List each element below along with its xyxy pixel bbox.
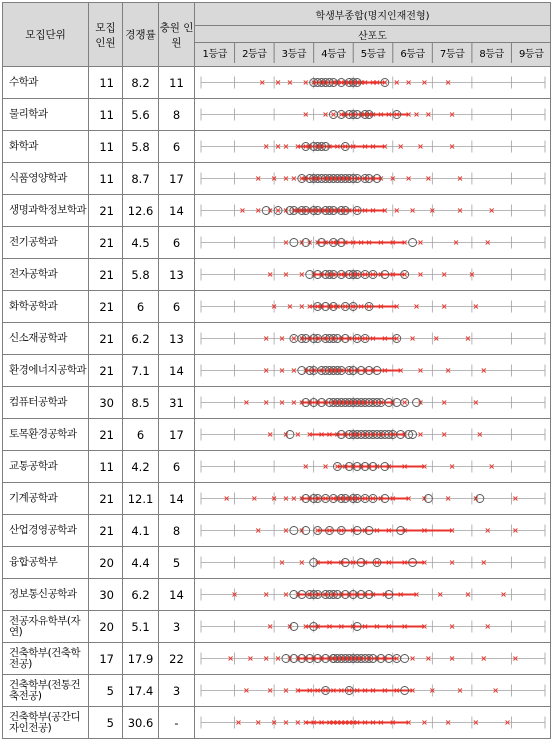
scatter-cell: [195, 195, 551, 227]
table-row: [3, 643, 551, 675]
table-row: [3, 163, 551, 195]
enrolled-cell: 14: [159, 579, 195, 611]
scatter-plot: [195, 99, 551, 130]
dept-name: 전공자유학부(자연): [3, 611, 89, 643]
scatter-cell: [195, 419, 551, 451]
dept-name: 토목환경공학과: [3, 419, 89, 451]
quota-cell: 21: [89, 195, 123, 227]
ratio-cell: 4.1: [123, 515, 159, 547]
grade-label: 2등급: [242, 49, 267, 60]
grade-header-row: [195, 43, 551, 67]
ratio-cell: 4.4: [123, 547, 159, 579]
table-row: [3, 259, 551, 291]
dept-name: 생명과학정보학과: [3, 195, 89, 227]
quota-cell: 21: [89, 323, 123, 355]
quota-cell: 11: [89, 451, 123, 483]
grade-label: 6등급: [400, 49, 425, 60]
quota-cell: 21: [89, 259, 123, 291]
scatter-cell: [195, 707, 551, 739]
scatter-cell: [195, 323, 551, 355]
enrolled-cell: 5: [159, 547, 195, 579]
enrolled-cell: 6: [159, 227, 195, 259]
scatter-cell: [195, 163, 551, 195]
dept-name: 물리학과: [3, 99, 89, 131]
quota-cell: 5: [89, 675, 123, 707]
grade-label: 9등급: [518, 49, 544, 60]
table-title: 학생부종합(명지인재전형): [195, 3, 551, 26]
scatter-plot: [195, 515, 551, 546]
scatter-cell: [195, 547, 551, 579]
scatter-plot: [195, 323, 551, 354]
col-header-quota: 모집 인원: [89, 3, 123, 67]
col-header-unit: 모집단위: [3, 3, 89, 67]
dept-name: 정보통신공학과: [3, 579, 89, 611]
enrolled-cell: 14: [159, 483, 195, 515]
enrolled-cell: 8: [159, 515, 195, 547]
scatter-cell: [195, 611, 551, 643]
scatter-plot: [195, 291, 551, 322]
enrolled-cell: 14: [159, 195, 195, 227]
scatter-cell: [195, 67, 551, 99]
enrolled-cell: 17: [159, 419, 195, 451]
ratio-cell: 12.6: [123, 195, 159, 227]
dept-name: 융합공학부: [3, 547, 89, 579]
ratio-cell: 5.8: [123, 131, 159, 163]
table-row: [3, 99, 551, 131]
ratio-cell: 4.5: [123, 227, 159, 259]
quota-cell: 11: [89, 131, 123, 163]
col-header-ratio: 경쟁률: [123, 3, 159, 67]
enrolled-cell: 11: [159, 67, 195, 99]
scatter-plot: [195, 611, 551, 642]
ratio-cell: 30.6: [123, 707, 159, 739]
table-row: [3, 547, 551, 579]
dept-name: 식품영양학과: [3, 163, 89, 195]
admissions-table: [2, 2, 551, 739]
table-row: [3, 195, 551, 227]
enrolled-cell: 31: [159, 387, 195, 419]
enrolled-cell: 6: [159, 131, 195, 163]
scatter-cell: [195, 355, 551, 387]
enrolled-cell: 14: [159, 355, 195, 387]
quota-cell: 17: [89, 643, 123, 675]
ratio-cell: 17.9: [123, 643, 159, 675]
scatter-plot: [195, 483, 551, 514]
dept-name: 전자공학과: [3, 259, 89, 291]
enrolled-cell: 22: [159, 643, 195, 675]
ratio-cell: 4.2: [123, 451, 159, 483]
enrolled-cell: 13: [159, 323, 195, 355]
table-row: [3, 675, 551, 707]
col-header-enrolled: 충원 인원: [159, 3, 195, 67]
scatter-cell: [195, 131, 551, 163]
scatter-plot: [195, 451, 551, 482]
table-row: [3, 227, 551, 259]
grade-label: 5등급: [360, 49, 386, 60]
table-row: [3, 707, 551, 739]
enrolled-cell: 6: [159, 451, 195, 483]
scatter-cell: [195, 515, 551, 547]
table-row: [3, 611, 551, 643]
quota-cell: 21: [89, 515, 123, 547]
table-row: [3, 483, 551, 515]
ratio-cell: 6: [123, 419, 159, 451]
quota-cell: 21: [89, 227, 123, 259]
dept-name: 컴퓨터공학과: [3, 387, 89, 419]
enrolled-cell: 13: [159, 259, 195, 291]
dept-name: 건축학부(공간디자인전공): [3, 707, 89, 739]
quota-cell: 30: [89, 579, 123, 611]
scatter-cell: [195, 451, 551, 483]
ratio-cell: 7.1: [123, 355, 159, 387]
table-row: [3, 67, 551, 99]
grade-label: 3등급: [281, 49, 307, 60]
quota-cell: 21: [89, 291, 123, 323]
dept-name: 교통공학과: [3, 451, 89, 483]
grade-label: 7등급: [439, 49, 465, 60]
table-row: [3, 387, 551, 419]
dept-name: 환경에너지공학과: [3, 355, 89, 387]
grade-label: 1등급: [202, 49, 228, 60]
scatter-cell: [195, 579, 551, 611]
grade-label: 8등급: [479, 49, 504, 60]
table-row: [3, 451, 551, 483]
dept-name: 건축학부(전통건축전공): [3, 675, 89, 707]
quota-cell: 11: [89, 99, 123, 131]
scatter-header: 산포도: [195, 26, 551, 43]
grade-label: 4등급: [321, 49, 346, 60]
dept-name: 화학과: [3, 131, 89, 163]
dept-name: 건축학부(건축학전공): [3, 643, 89, 675]
scatter-plot: [195, 131, 551, 162]
dept-name: 산업경영공학과: [3, 515, 89, 547]
scatter-plot: [195, 547, 551, 578]
enrolled-cell: 17: [159, 163, 195, 195]
dept-name: 신소재공학과: [3, 323, 89, 355]
scatter-cell: [195, 387, 551, 419]
ratio-cell: 6.2: [123, 323, 159, 355]
quota-cell: 5: [89, 707, 123, 739]
scatter-cell: [195, 291, 551, 323]
enrolled-cell: 3: [159, 675, 195, 707]
scatter-cell: [195, 675, 551, 707]
scatter-plot: [195, 259, 551, 290]
ratio-cell: 8.7: [123, 163, 159, 195]
dept-name: 화학공학과: [3, 291, 89, 323]
ratio-cell: 5.8: [123, 259, 159, 291]
quota-cell: 21: [89, 355, 123, 387]
scatter-plot: [195, 67, 551, 98]
quota-cell: 11: [89, 67, 123, 99]
ratio-cell: 6.2: [123, 579, 159, 611]
scatter-cell: [195, 99, 551, 131]
ratio-cell: 5.6: [123, 99, 159, 131]
scatter-cell: [195, 643, 551, 675]
dept-name: 전기공학과: [3, 227, 89, 259]
quota-cell: 30: [89, 387, 123, 419]
scatter-plot: [195, 163, 551, 194]
scatter-plot: [195, 675, 551, 706]
table-row: [3, 131, 551, 163]
scatter-cell: [195, 483, 551, 515]
scatter-plot: [195, 387, 551, 418]
scatter-plot: [195, 579, 551, 610]
scatter-plot: [195, 643, 551, 674]
quota-cell: 20: [89, 611, 123, 643]
quota-cell: 21: [89, 419, 123, 451]
dept-name: 수학과: [3, 67, 89, 99]
scatter-plot: [195, 227, 551, 258]
scatter-plot: [195, 419, 551, 450]
dept-name: 기계공학과: [3, 483, 89, 515]
table-row: [3, 579, 551, 611]
scatter-plot: [195, 355, 551, 386]
scatter-cell: [195, 259, 551, 291]
ratio-cell: 12.1: [123, 483, 159, 515]
scatter-plot: [195, 195, 551, 226]
quota-cell: 21: [89, 483, 123, 515]
enrolled-cell: 6: [159, 291, 195, 323]
table-row: [3, 419, 551, 451]
quota-cell: 11: [89, 163, 123, 195]
ratio-cell: 6: [123, 291, 159, 323]
table-row: [3, 515, 551, 547]
ratio-cell: 5.1: [123, 611, 159, 643]
scatter-cell: [195, 227, 551, 259]
quota-cell: 20: [89, 547, 123, 579]
enrolled-cell: -: [159, 707, 195, 739]
ratio-cell: 17.4: [123, 675, 159, 707]
enrolled-cell: 8: [159, 99, 195, 131]
ratio-cell: 8.5: [123, 387, 159, 419]
grade-axis: [195, 43, 551, 63]
table-row: [3, 291, 551, 323]
enrolled-cell: 3: [159, 611, 195, 643]
table-row: [3, 323, 551, 355]
ratio-cell: 8.2: [123, 67, 159, 99]
table-row: [3, 355, 551, 387]
